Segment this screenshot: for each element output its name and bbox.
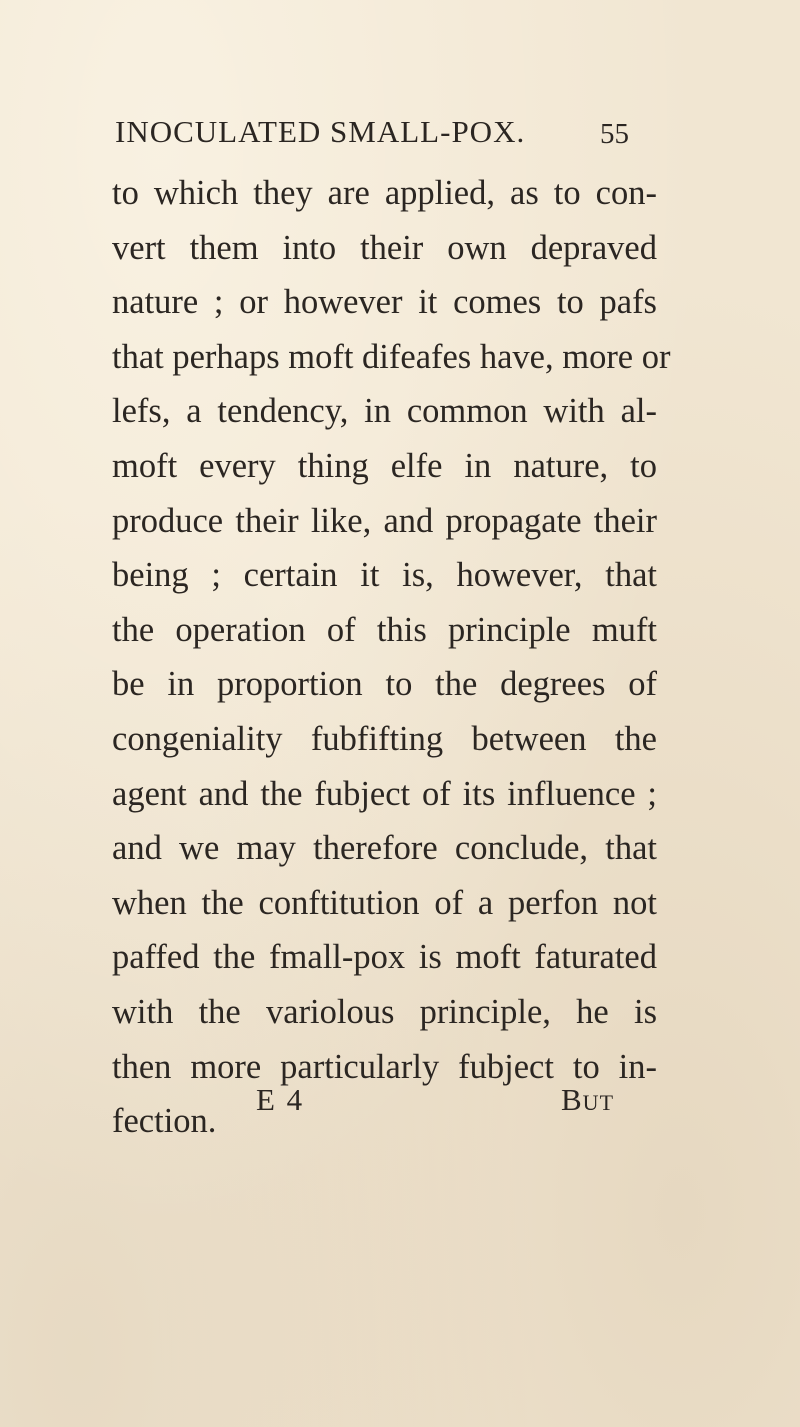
text-line: vert them into their own depraved [112,228,657,267]
text-line: produce their like, and propagate their [112,501,657,540]
text-line-last: fection. [112,1102,217,1141]
text-line: with the variolous principle, he is [112,992,657,1031]
text-line: lefs, a tendency, in common with al- [112,392,657,431]
signature-mark: E 4 [256,1082,305,1117]
running-title: INOCULATED SMALL-POX. [115,114,526,149]
text-line: and we may therefore conclude, that [112,829,657,868]
page-number: 55 [600,118,629,150]
text-line: when the conftitution of a perfon not [112,883,657,922]
text-line: agent and the fubject of its influence ; [112,774,657,813]
body-text [112,166,671,1149]
text-line: nature ; or however it comes to pafs [112,283,657,322]
catchword: But [561,1082,615,1117]
text-line: to which they are applied, as to con- [112,174,657,212]
text-line: then more particularly fubject to in- [112,1047,657,1086]
text-line: being ; certain it is, however, that [112,556,657,595]
text-line: the operation of this principle muft [112,610,657,649]
text-line: paffed the fmall-pox is moft faturated [112,938,657,977]
text-line: congeniality fubfifting between the [112,719,657,758]
text-line: that perhaps moft difeafes have, more or [112,337,671,376]
text-line: moft every thing elfe in nature, to [112,446,657,485]
running-head [115,112,655,152]
text-line: be in proportion to the degrees of [112,665,657,704]
